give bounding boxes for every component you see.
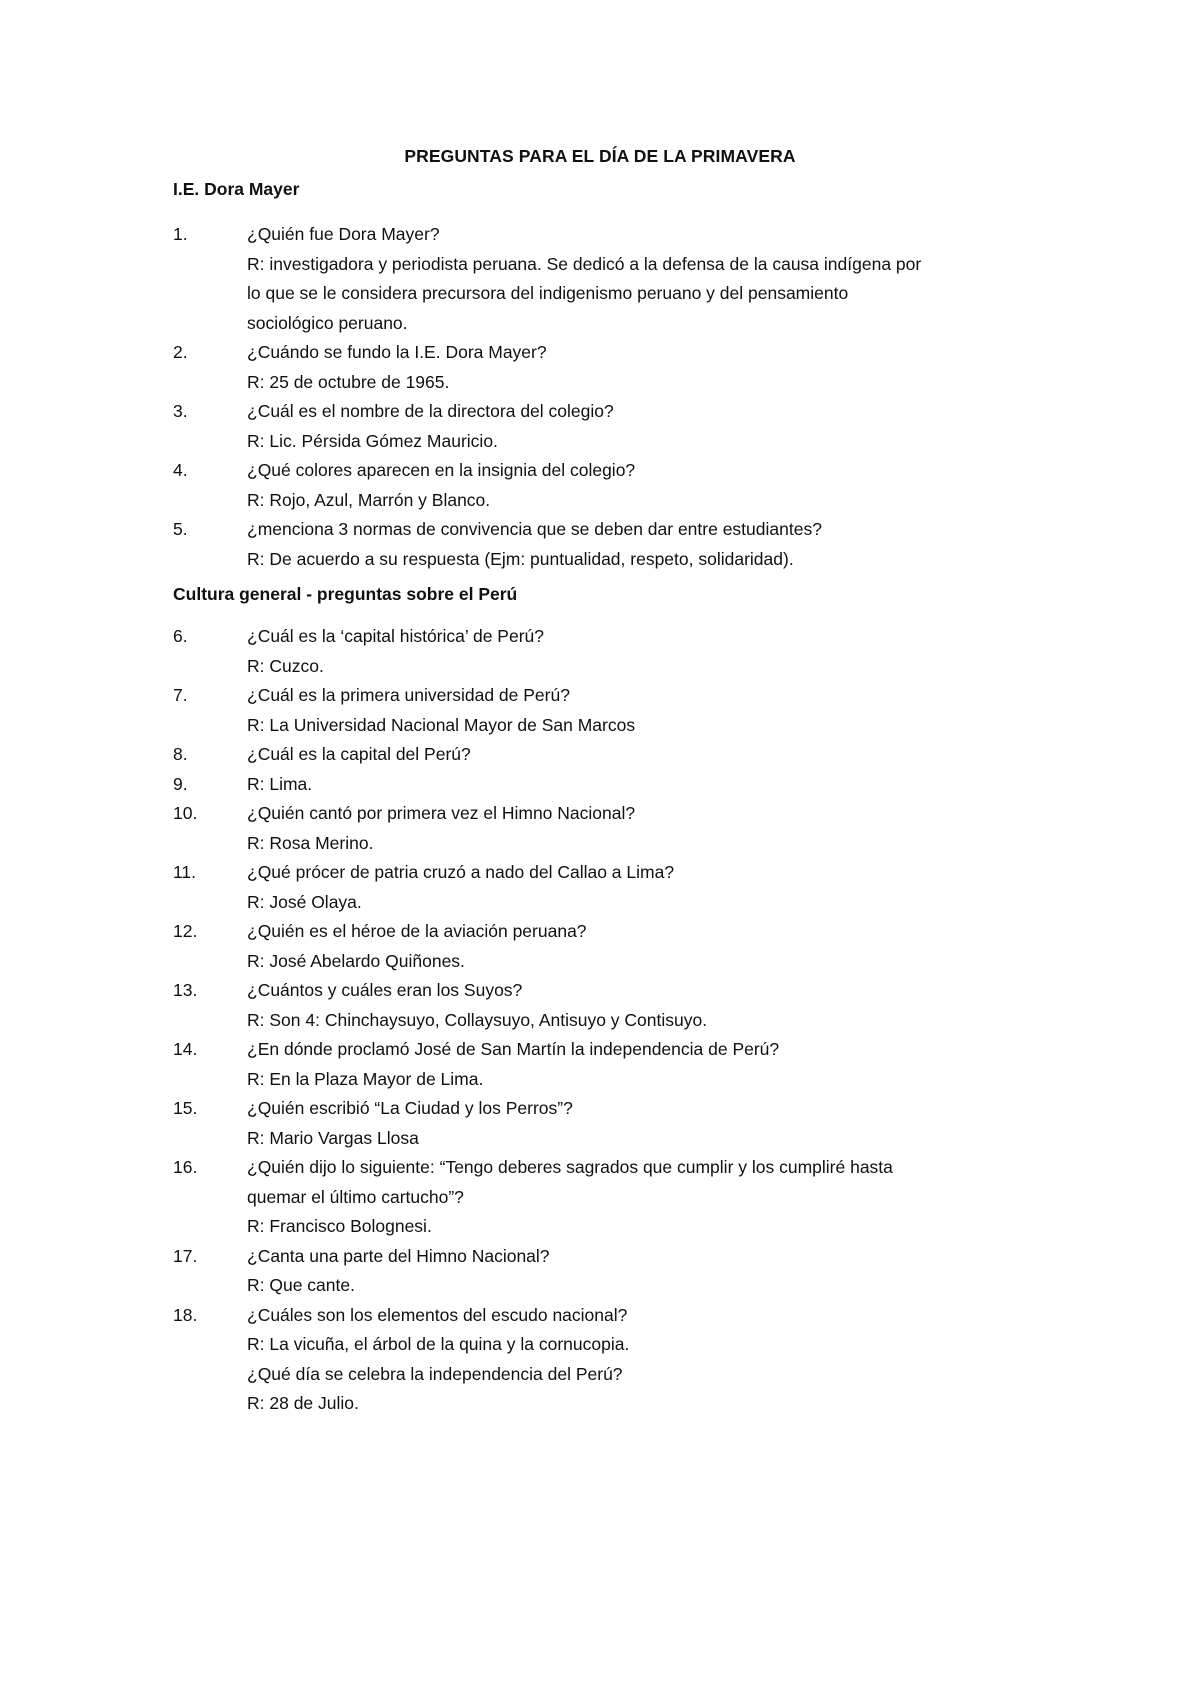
answer-line: R: Cuzco. — [247, 655, 324, 676]
question-text — [247, 456, 1077, 515]
answer-line: R: En la Plaza Mayor de Lima. — [247, 1068, 484, 1089]
question-text — [247, 622, 1077, 681]
question-item — [0, 220, 1200, 338]
answer-line: R: investigadora y periodista peruana. Se dedicó a la defensa de la causa indígena por — [247, 253, 922, 274]
question-line: ¿Cuáles son los elementos del escudo nacional? — [247, 1304, 628, 1325]
question-item — [0, 1094, 1200, 1153]
question-text — [247, 770, 1077, 800]
question-item — [0, 397, 1200, 456]
question-number: 14. — [173, 1039, 198, 1059]
question-line: ¿Qué colores aparecen en la insignia del colegio? — [247, 460, 636, 480]
answer-line: sociológico peruano. — [247, 312, 408, 333]
answer-line: quemar el último cartucho”? — [247, 1186, 464, 1207]
question-item — [0, 622, 1200, 681]
question-item — [0, 799, 1200, 858]
question-text — [247, 858, 1077, 917]
question-text — [247, 220, 1077, 338]
question-item — [0, 770, 1200, 800]
question-number: 1. — [173, 224, 188, 244]
question-item — [0, 338, 1200, 397]
question-line: ¿Qué prócer de patria cruzó a nado del Callao a Lima? — [247, 862, 675, 882]
answer-line: R: 25 de octubre de 1965. — [247, 371, 450, 392]
question-text — [247, 515, 1077, 574]
question-text — [247, 397, 1077, 456]
question-text — [247, 976, 1077, 1035]
question-number: 6. — [173, 626, 188, 646]
question-number: 17. — [173, 1245, 198, 1266]
answer-line: R: Francisco Bolognesi. — [247, 1216, 432, 1236]
question-line: ¿Quién es el héroe de la aviación peruana? — [247, 921, 587, 941]
question-item — [0, 1242, 1200, 1301]
answer-line: ¿Qué día se celebra la independencia del Perú? — [247, 1363, 623, 1384]
question-line: ¿Cuándo se fundo la I.E. Dora Mayer? — [247, 342, 547, 362]
question-line: ¿Cuál es la ‘capital histórica’ de Perú? — [247, 626, 544, 646]
question-number: 9. — [173, 773, 188, 794]
question-number: 11. — [173, 862, 197, 882]
answer-line: R: De acuerdo a su respuesta (Ejm: puntualidad, respeto, solidaridad). — [247, 548, 794, 569]
question-text — [247, 1153, 1077, 1242]
question-item — [0, 858, 1200, 917]
question-number: 7. — [173, 685, 188, 705]
answer-line: R: Que cante. — [247, 1275, 355, 1295]
question-item — [0, 976, 1200, 1035]
answer-line: R: José Olaya. — [247, 891, 362, 912]
question-text — [247, 917, 1077, 976]
answer-line: R: La Universidad Nacional Mayor de San Marcos — [247, 714, 636, 735]
question-line: ¿Cuál es la capital del Perú? — [247, 744, 471, 764]
answer-line: R: Rosa Merino. — [247, 832, 374, 853]
question-text — [247, 1094, 1077, 1153]
question-number: 4. — [173, 460, 188, 480]
question-line: ¿Quién fue Dora Mayer? — [247, 224, 440, 244]
question-text — [247, 740, 1077, 770]
answer-line: R: Lic. Pérsida Gómez Mauricio. — [247, 430, 498, 451]
question-line: ¿Quién escribió “La Ciudad y los Perros”? — [247, 1098, 573, 1118]
answer-line: R: Mario Vargas Llosa — [247, 1127, 419, 1148]
question-text — [247, 1035, 1077, 1094]
question-line: ¿menciona 3 normas de convivencia que se deben dar entre estudiantes? — [247, 519, 822, 539]
answer-line: R: Rojo, Azul, Marrón y Blanco. — [247, 489, 491, 510]
question-number: 15. — [173, 1098, 198, 1118]
answer-line: R: Son 4: Chinchaysuyo, Collaysuyo, Antisuyo y Contisuyo. — [247, 1009, 708, 1030]
question-text — [247, 799, 1077, 858]
question-item — [0, 681, 1200, 740]
question-item — [0, 456, 1200, 515]
question-line: ¿Canta una parte del Himno Nacional? — [247, 1245, 550, 1266]
question-text — [247, 338, 1077, 397]
question-number: 2. — [173, 342, 188, 362]
question-list-school — [0, 220, 1200, 574]
question-text — [247, 1301, 1077, 1419]
question-item — [0, 1301, 1200, 1419]
question-text — [247, 1242, 1077, 1301]
question-number: 12. — [173, 921, 198, 941]
document-title: PREGUNTAS PARA EL DÍA DE LA PRIMAVERA — [404, 146, 796, 166]
question-item — [0, 740, 1200, 770]
question-item — [0, 515, 1200, 574]
question-line: R: Lima. — [247, 773, 313, 794]
question-line: ¿Cuántos y cuáles eran los Suyos? — [247, 980, 523, 1000]
question-number: 16. — [173, 1157, 198, 1177]
section-heading-culture: Cultura general - preguntas sobre el Perú — [173, 584, 518, 604]
question-line: ¿Quién cantó por primera vez el Himno Nacional? — [247, 803, 636, 823]
question-number: 13. — [173, 980, 198, 1000]
question-item — [0, 1035, 1200, 1094]
question-line: ¿Quién dijo lo siguiente: “Tengo deberes sagrados que cumplir y los cumpliré hasta — [247, 1157, 893, 1177]
section-heading-school: I.E. Dora Mayer — [173, 179, 300, 199]
question-number: 3. — [173, 401, 188, 421]
question-list-culture — [0, 622, 1200, 1419]
answer-line: R: La vicuña, el árbol de la quina y la cornucopia. — [247, 1334, 630, 1354]
answer-line: R: 28 de Julio. — [247, 1393, 359, 1413]
question-line: ¿Cuál es la primera universidad de Perú? — [247, 685, 570, 705]
question-number: 10. — [173, 803, 198, 823]
question-number: 5. — [173, 519, 188, 539]
answer-line: R: José Abelardo Quiñones. — [247, 950, 465, 971]
question-line: ¿En dónde proclamó José de San Martín la independencia de Perú? — [247, 1039, 780, 1059]
question-number: 18. — [173, 1304, 198, 1325]
question-text — [247, 681, 1077, 740]
question-line: ¿Cuál es el nombre de la directora del colegio? — [247, 401, 614, 421]
question-item — [0, 1153, 1200, 1242]
question-number: 8. — [173, 744, 188, 764]
question-item — [0, 917, 1200, 976]
answer-line: lo que se le considera precursora del indigenismo peruano y del pensamiento — [247, 283, 849, 303]
